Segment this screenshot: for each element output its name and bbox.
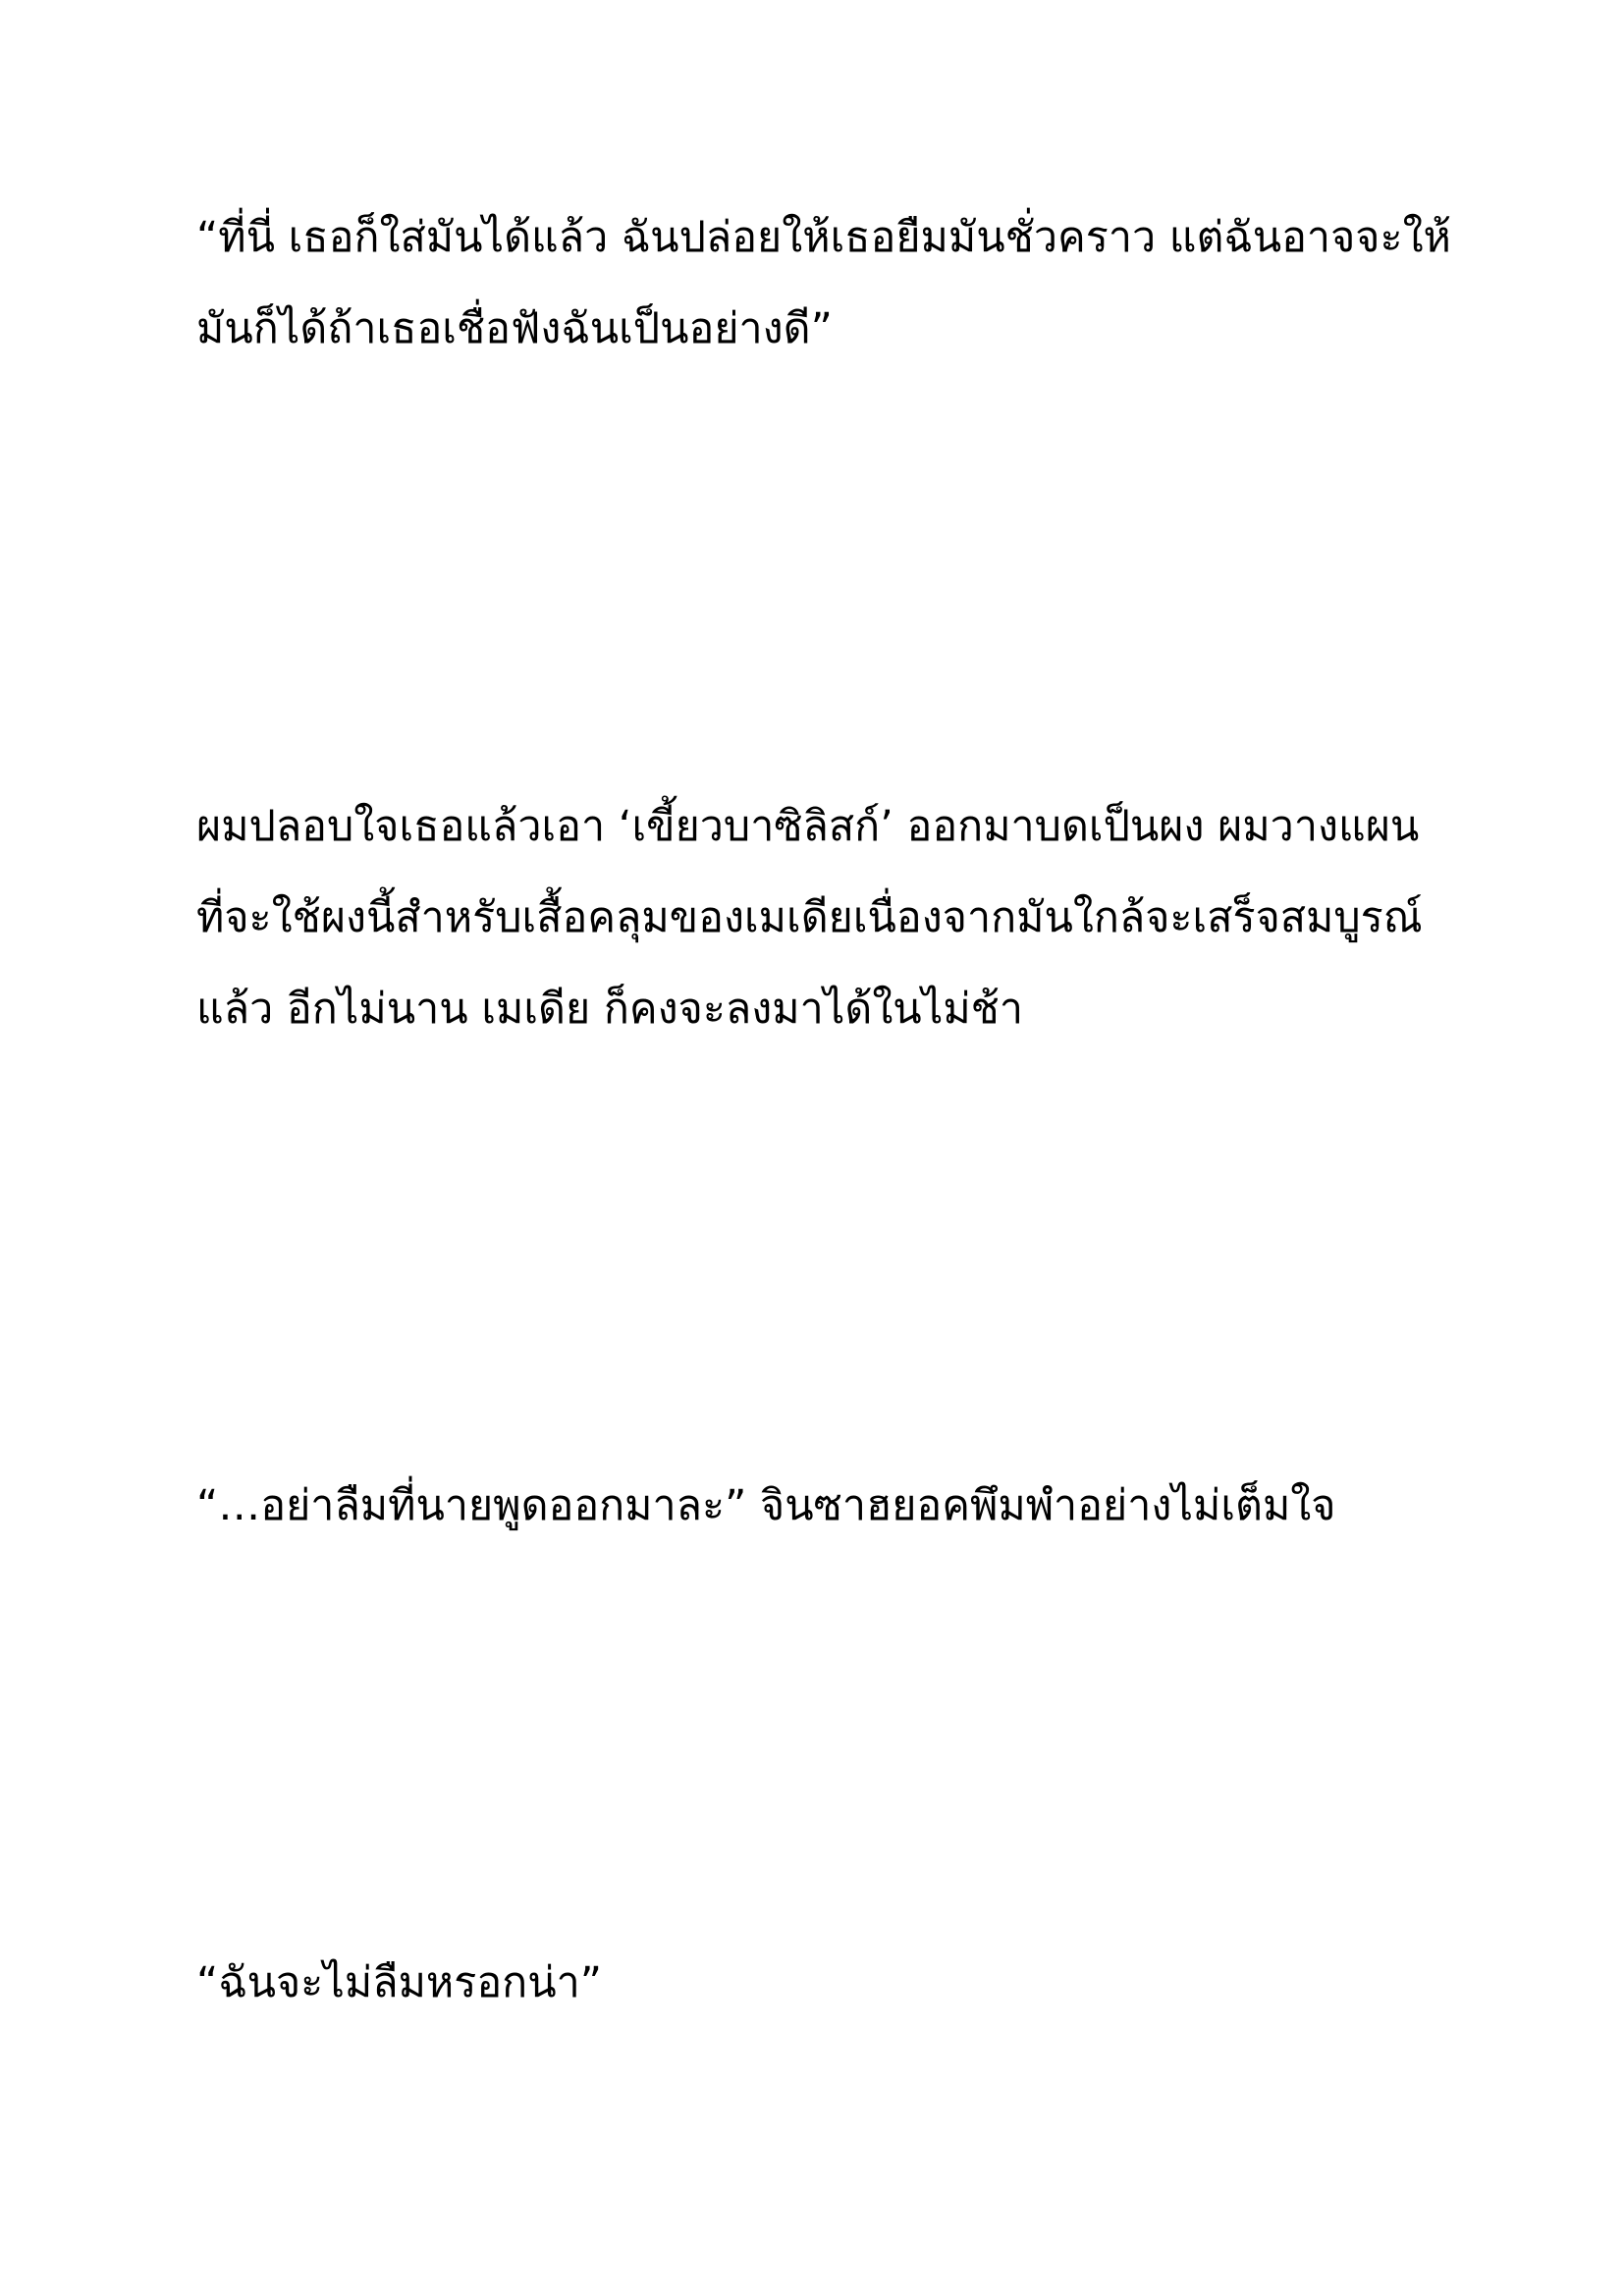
paragraph-line: มันก็ได้ถ้าเธอเชื่อฟังฉันเป็นอย่างดี” <box>196 304 833 353</box>
paragraph-line: “…อย่าลืมที่นายพูดออกมาละ” จินซาฮยอคพึมพำอย่างไม่เต็มใจ <box>196 1481 1336 1530</box>
paragraph-4 <box>196 1938 1434 2029</box>
paragraph-line: ที่จะใช้ผงนี้สำหรับเสื้อคลุมของเมเดียเนื่องจากมันใกล้จะเสร็จสมบูรณ์ <box>196 893 1423 942</box>
paragraph-1 <box>196 192 1451 375</box>
paragraph-line: “ฉันจะไม่ลืมหรอกน่า” <box>196 1958 603 2007</box>
paragraph-line: “ที่นี่ เธอก็ใส่มันได้แล้ว ฉันปล่อยให้เธอยืมมันชั่วคราว แต่ฉันอาจจะให้ <box>196 213 1451 262</box>
paragraph-line: ผมปลอบใจเธอแล้วเอา ‘เขี้ยวบาซิลิสก์’ ออกมาบดเป็นผง ผมวางแผน <box>196 802 1420 851</box>
paragraph-3 <box>196 1461 1434 1552</box>
paragraph-2 <box>196 781 1434 1055</box>
paragraph-line: แล้ว อีกไม่นาน เมเดีย ก็คงจะลงมาได้ในไม่ช้า <box>196 985 1024 1034</box>
